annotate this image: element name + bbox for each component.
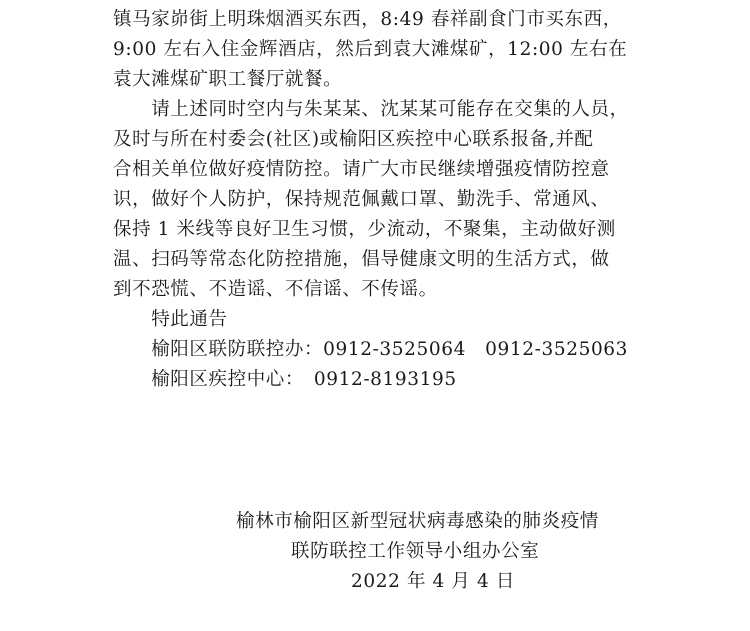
- signature-date: 2022 年 4 月 4 日: [351, 571, 515, 592]
- body-line-2: 9:00 左右入住金辉酒店，然后到袁大滩煤矿，12:00 左右在: [113, 39, 628, 60]
- closing-line: 特此通告: [113, 309, 228, 330]
- body-line-6: 合相关单位做好疫情防控。请广大市民继续增强疫情防控意: [113, 159, 610, 180]
- contact-line-1: 榆阳区联防联控办：0912-3525064 0912-3525063: [113, 339, 629, 360]
- body-line-8: 保持 1 米线等良好卫生习惯，少流动，不聚集，主动做好测: [113, 219, 616, 240]
- body-line-1: 镇马家峁街上明珠烟酒买东西，8:49 春祥副食门市买东西，: [113, 9, 622, 30]
- signature-org-line-2: 联防联控工作领导小组办公室: [291, 541, 540, 562]
- body-line-7: 识，做好个人防护，保持规范佩戴口罩、勤洗手、常通风、: [113, 189, 610, 210]
- signature-org-line-1: 榆林市榆阳区新型冠状病毒感染的肺炎疫情: [236, 511, 599, 532]
- contact-line-2: 榆阳区疾控中心： 0912-8193195: [113, 369, 457, 390]
- body-line-10: 到不恐慌、不造谣、不信谣、不传谣。: [113, 279, 438, 300]
- body-line-5: 及时与所在村委会(社区)或榆阳区疾控中心联系报备,并配: [113, 129, 594, 150]
- body-line-4: 请上述同时空内与朱某某、沈某某可能存在交集的人员，: [113, 99, 629, 120]
- body-line-3: 袁大滩煤矿职工餐厅就餐。: [113, 69, 343, 90]
- body-line-9: 温、扫码等常态化防控措施，倡导健康文明的生活方式，做: [113, 249, 610, 270]
